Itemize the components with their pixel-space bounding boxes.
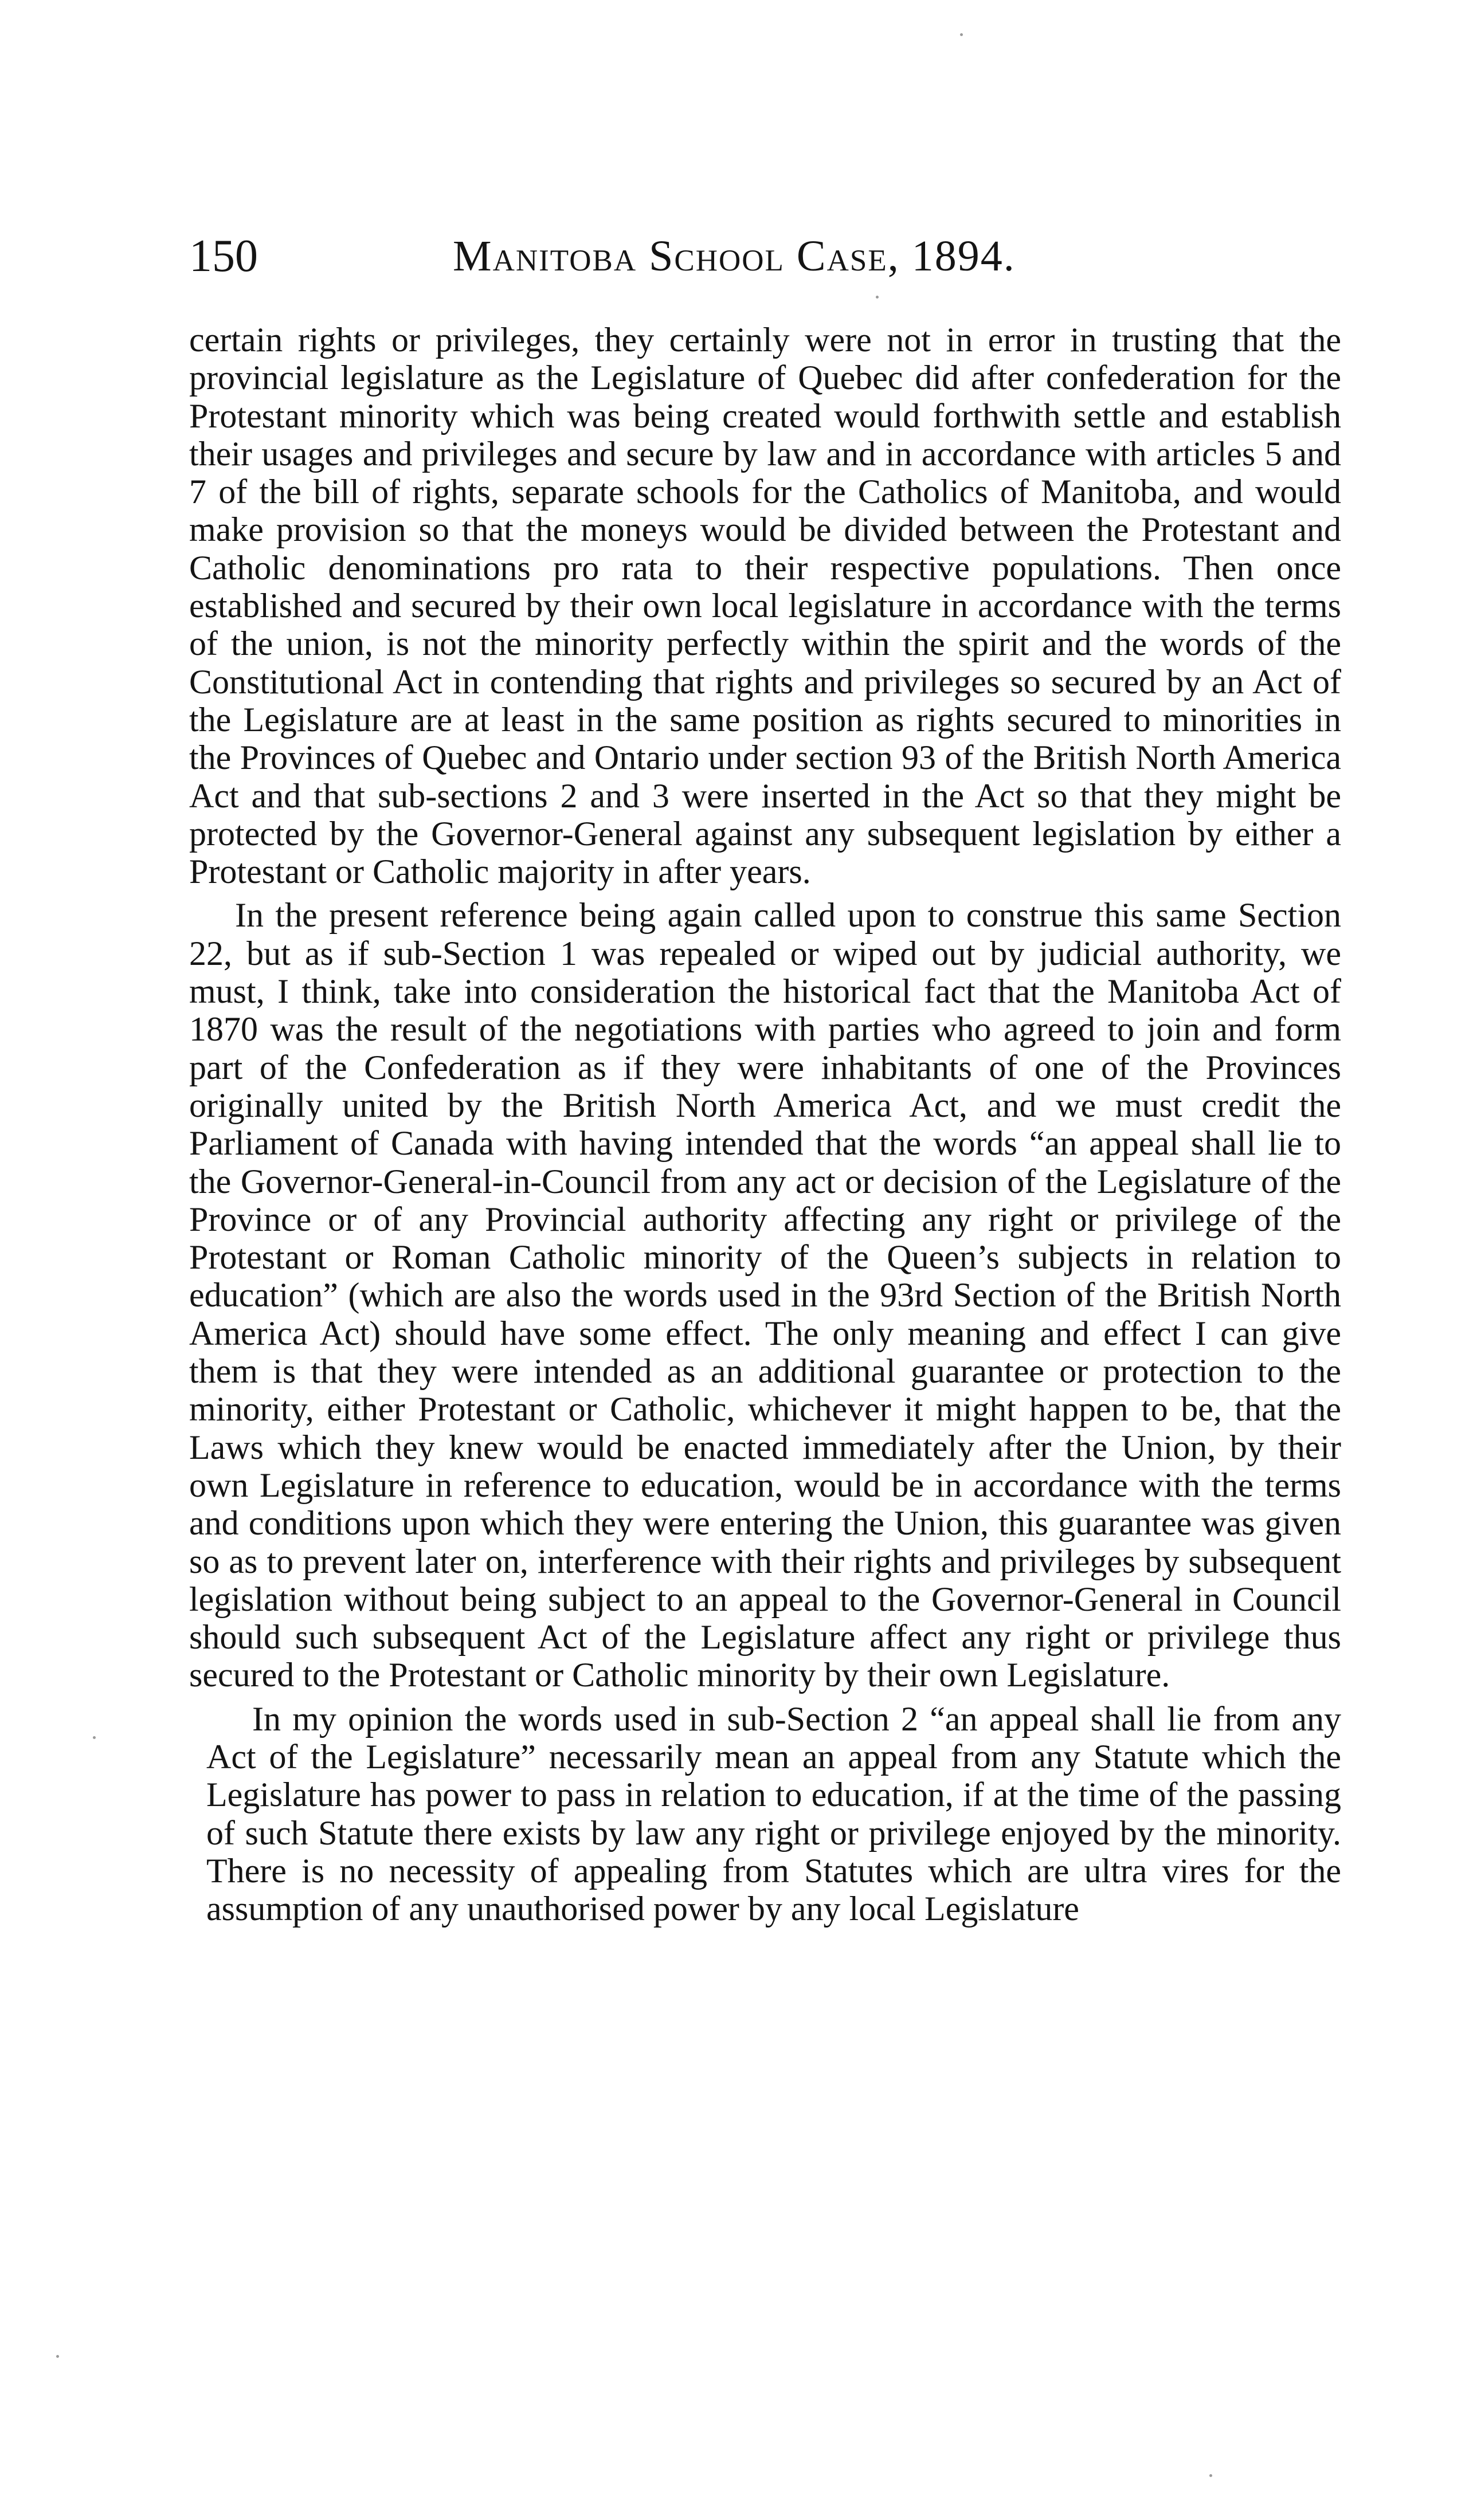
body-text: [189, 321, 1341, 1928]
page-header: [189, 225, 1341, 288]
running-head: Manitoba School Case, 1894.: [453, 232, 1016, 280]
paper-speck: [56, 2355, 59, 2358]
paper-speck: [1209, 2474, 1212, 2477]
paragraph-3: In my opinion the words used in sub-Section 2 “an appeal shall lie from any Act of the Legislature” necessarily mean an appeal from any Statute which the Legislature has power to pass in relation to education, if at the time of the passing of such Statute there exists by law any right or privilege enjoyed by the minority. There is no necessity of appealing from Statutes which are ultra vires for the assumption of any unauthorised power by any local Legislature: [206, 1699, 1341, 1928]
page-number: 150: [189, 231, 258, 281]
paper-speck: [876, 296, 879, 299]
paper-speck: [960, 33, 963, 36]
paragraph-2: In the present reference being again called upon to construe this same Section 22, but as if sub-Section 1 was repealed or wiped out by judicial authority, we must, I think, take into consideration the historical fact that the Manitoba Act of 1870 was the result of the negotiations with parties who agreed to join and form part of the Confederation as if they were inhabitants of one of the Provinces originally united by the British North America Act, and we must credit the Parliament of Canada with having intended that the words “an appeal shall lie to the Governor-General-in-Council from any act or decision of the Legislature of the Province or of any Provincial authority affecting any right or privilege of the Protestant or Roman Catholic minority of the Queen’s subjects in relation to education” (which are also the words used in the 93rd Section of the British North America Act) should have some effect. The only meaning and effect I can give them is that they were intended as an additional guarantee or protection to the minority, either Protestant or Catholic, whichever it might happen to be, that the Laws which they knew would be enacted immediately after the Union, by their own Legislature in reference to education, would be in accordance with the terms and conditions upon which they were entering the Union, this guarantee was given so as to prevent later on, interference with their rights and privileges by subsequent legislation without being subject to an appeal to the Governor-General in Council should such subsequent Act of the Legislature affect any right or privilege thus secured to the Protestant or Catholic minority by their own Legislature.: [189, 896, 1341, 1694]
paper-speck: [93, 1736, 96, 1739]
paragraph-1: certain rights or privileges, they certainly were not in error in trusting that the provincial legislature as the Legislature of Quebec did after confederation for the Protestant minority which was being created would forthwith settle and establish their usages and privileges and secure by law and in accordance with articles 5 and 7 of the bill of rights, separate schools for the Catholics of Manitoba, and would make provision so that the moneys would be divided between the Protestant and Catholic denominations pro rata to their respective populations. Then once established and secured by their own local legislature in accordance with the terms of the union, is not the minority perfectly within the spirit and the words of the Constitutional Act in contending that rights and privileges so secured by an Act of the Legislature are at least in the same position as rights secured to minorities in the Provinces of Quebec and Ontario under section 93 of the British North America Act and that sub-sections 2 and 3 were inserted in the Act so that they might be protected by the Governor-General against any subsequent legislation by either a Protestant or Catholic majority in after years.: [189, 321, 1341, 891]
